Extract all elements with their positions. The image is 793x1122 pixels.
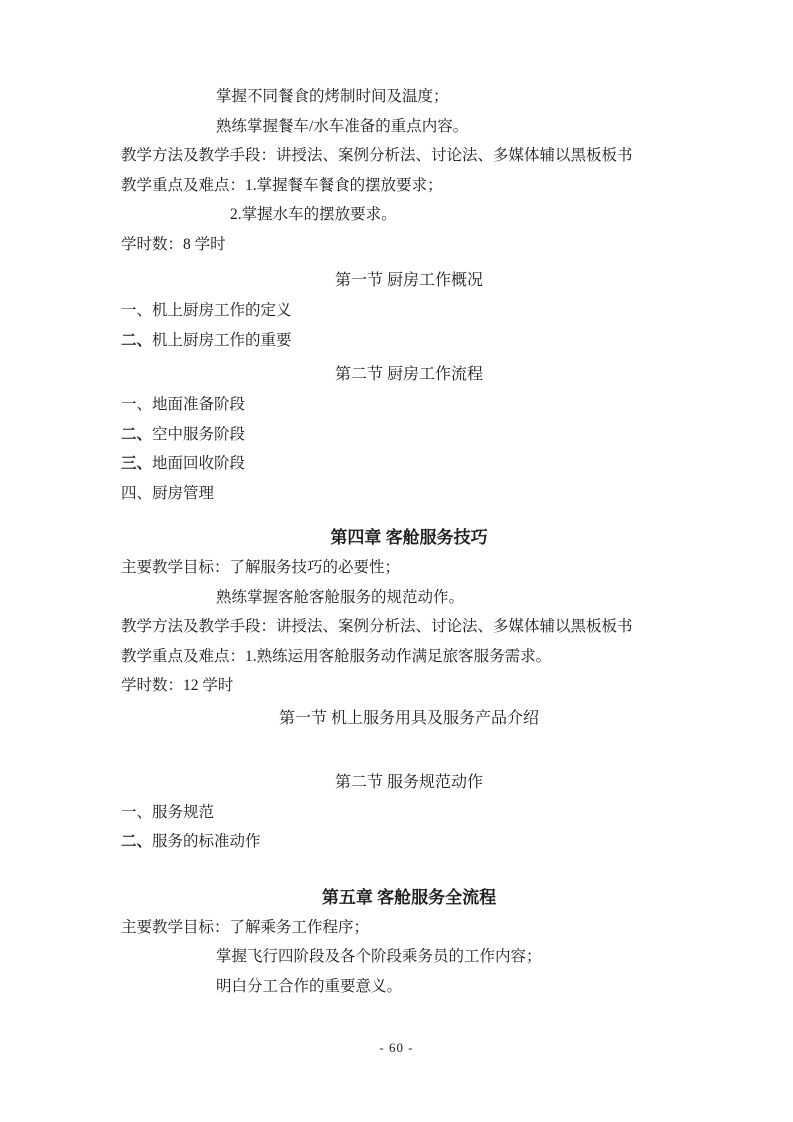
- section-heading: 第一节 机上服务用具及服务产品介绍: [278, 709, 539, 727]
- class-hours-line: 学时数：12 学时: [121, 677, 234, 694]
- teaching-method-line: 教学方法及教学手段：讲授法、案例分析法、讨论法、多媒体辅以黑板板书: [121, 618, 633, 635]
- list-item: [121, 296, 697, 326]
- item-text: 机上厨房工作的定义: [152, 302, 292, 319]
- teaching-method-line: 教学方法及教学手段：讲授法、案例分析法、讨论法、多媒体辅以黑板板书: [121, 147, 633, 164]
- item-text: 厨房管理: [152, 484, 215, 502]
- list-item: [121, 449, 697, 479]
- section-heading: 第二节 服务规范动作: [334, 773, 483, 791]
- item-text: 机上厨房工作的重要: [152, 331, 292, 349]
- teaching-keypoints-line: 教学重点及难点：1.熟练运用客舱服务动作满足旅客服务需求。: [121, 647, 552, 665]
- item-number: 一、: [121, 302, 153, 319]
- teaching-goal-continuation: 明白分工合作的重要意义。: [216, 977, 403, 995]
- list-item: [121, 390, 697, 420]
- teaching-goal-line: 主要教学目标：了解乘务工作程序；: [121, 918, 370, 936]
- teaching-goal-continuation: 掌握飞行四阶段及各个阶段乘务员的工作内容；: [216, 948, 542, 965]
- item-number: 一、: [121, 396, 153, 413]
- item-number: 二、: [121, 833, 153, 850]
- document-content: [121, 82, 697, 1001]
- item-number: 三、: [121, 455, 153, 472]
- item-text: 服务的标准动作: [152, 833, 261, 850]
- item-text: 地面回收阶段: [152, 455, 246, 472]
- section-heading: 第二节 厨房工作流程: [334, 366, 483, 383]
- chapter-heading: 第五章 客舱服务全流程: [321, 887, 497, 907]
- teaching-goal-continuation: 掌握不同餐食的烤制时间及温度；: [216, 88, 449, 105]
- item-text: 地面准备阶段: [152, 396, 246, 413]
- item-number: 一、: [121, 803, 153, 821]
- list-item: [121, 420, 697, 450]
- list-item: [121, 798, 697, 828]
- class-hours-line: 学时数：8 学时: [121, 235, 226, 253]
- item-number: 四、: [121, 484, 153, 502]
- item-number: 二、: [121, 425, 153, 443]
- teaching-keypoints-line: 教学重点及难点：1.掌握餐车餐食的摆放要求；: [121, 176, 443, 194]
- item-text: 服务规范: [152, 803, 215, 821]
- teaching-keypoints-continuation: 2.掌握水车的摆放要求。: [230, 206, 397, 223]
- item-text: 空中服务阶段: [152, 425, 246, 443]
- section-heading: 第一节 厨房工作概况: [334, 272, 483, 289]
- teaching-goal-line: 主要教学目标：了解服务技巧的必要性；: [121, 559, 401, 576]
- chapter-heading: 第四章 客舱服务技巧: [330, 528, 488, 547]
- list-item: [121, 827, 697, 857]
- item-number: 二、: [121, 331, 153, 349]
- page-number: - 60 -: [379, 1040, 414, 1055]
- teaching-goal-continuation: 熟练掌握餐车/水车准备的重点内容。: [216, 117, 469, 135]
- teaching-goal-continuation: 熟练掌握客舱客舱服务的规范动作。: [216, 588, 465, 606]
- list-item: [121, 326, 697, 356]
- list-item: [121, 479, 697, 509]
